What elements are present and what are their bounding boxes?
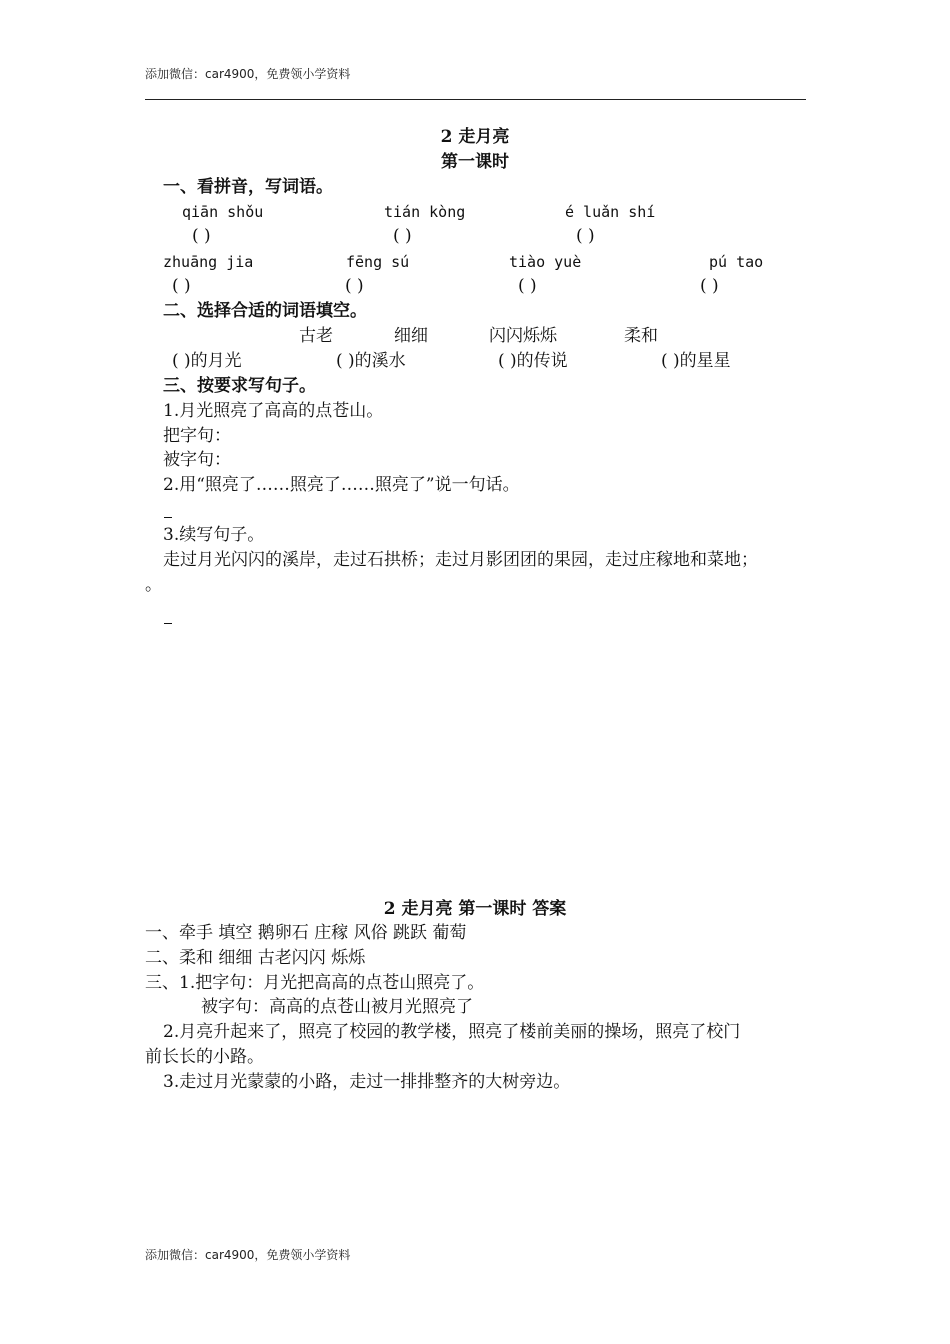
answer-title: 2 走月亮 第一课时 答案 <box>383 899 567 919</box>
pinyin-item: fēng sú <box>346 253 410 271</box>
answer-blank: ( ) <box>393 226 412 246</box>
word-option: 细细 <box>394 326 428 346</box>
fill-blank: ( )的月光 <box>172 351 242 371</box>
pinyin-item: pú tao <box>709 253 764 271</box>
question-1: 1.月光照亮了高高的点苍山。 <box>163 401 384 421</box>
answer-blank: ( ) <box>518 276 537 296</box>
question-3: 3.续写句子。 <box>163 525 265 545</box>
question-2: 2.用“照亮了……照亮了……照亮了”说一句话。 <box>163 475 520 495</box>
word-option: 闪闪烁烁 <box>489 326 557 346</box>
pinyin-item: é luǎn shí <box>565 203 656 221</box>
page-subtitle: 第一课时 <box>441 152 509 172</box>
answer-blank: ( ) <box>576 226 595 246</box>
fill-blank: ( )的传说 <box>498 351 568 371</box>
answer-line <box>164 611 172 628</box>
answer-line-4: 被字句：高高的点苍山被月光照亮了 <box>201 997 473 1017</box>
answer-line <box>164 505 172 522</box>
question-3-end: 。 <box>145 575 162 595</box>
pinyin-item: qiān shǒu <box>182 203 264 221</box>
answer-blank: ( ) <box>345 276 364 296</box>
page-title: 2 走月亮 <box>440 127 510 147</box>
answer-line-6: 前长长的小路。 <box>145 1047 264 1067</box>
section2-heading: 二、选择合适的词语填空。 <box>163 301 367 321</box>
header-divider <box>145 99 806 100</box>
answer-blank: ( ) <box>192 226 211 246</box>
answer-line-2: 二、柔和 细细 古老闪闪 烁烁 <box>145 948 366 968</box>
question-3-text: 走过月光闪闪的溪岸，走过石拱桥；走过月影团团的果园，走过庄稼地和菜地； <box>163 550 758 570</box>
fill-blank: ( )的星星 <box>661 351 731 371</box>
word-option: 柔和 <box>624 326 658 346</box>
footer-text: 添加微信：car4900，免费领小学资料 <box>145 1248 351 1262</box>
header-text: 添加微信：car4900，免费领小学资料 <box>145 67 351 81</box>
fill-blank: ( )的溪水 <box>336 351 406 371</box>
pinyin-item: tiào yuè <box>509 253 582 271</box>
answer-line-5: 2.月亮升起来了，照亮了校园的教学楼，照亮了楼前美丽的操场，照亮了校门 <box>163 1022 741 1042</box>
answer-line-1: 一、牵手 填空 鹅卵石 庄稼 风俗 跳跃 葡萄 <box>145 923 467 943</box>
pinyin-item: zhuāng jia <box>163 253 254 271</box>
bei-sentence-label: 被字句： <box>163 450 231 470</box>
answer-line-7: 3.走过月光蒙蒙的小路，走过一排排整齐的大树旁边。 <box>163 1072 571 1092</box>
answer-line-3: 三、1.把字句：月光把高高的点苍山照亮了。 <box>145 973 485 993</box>
answer-blank: ( ) <box>700 276 719 296</box>
ba-sentence-label: 把字句： <box>163 426 231 446</box>
word-option: 古老 <box>299 326 333 346</box>
section3-heading: 三、按要求写句子。 <box>163 376 316 396</box>
pinyin-item: tián kòng <box>384 203 466 221</box>
answer-blank: ( ) <box>172 276 191 296</box>
section1-heading: 一、看拼音，写词语。 <box>163 177 333 197</box>
